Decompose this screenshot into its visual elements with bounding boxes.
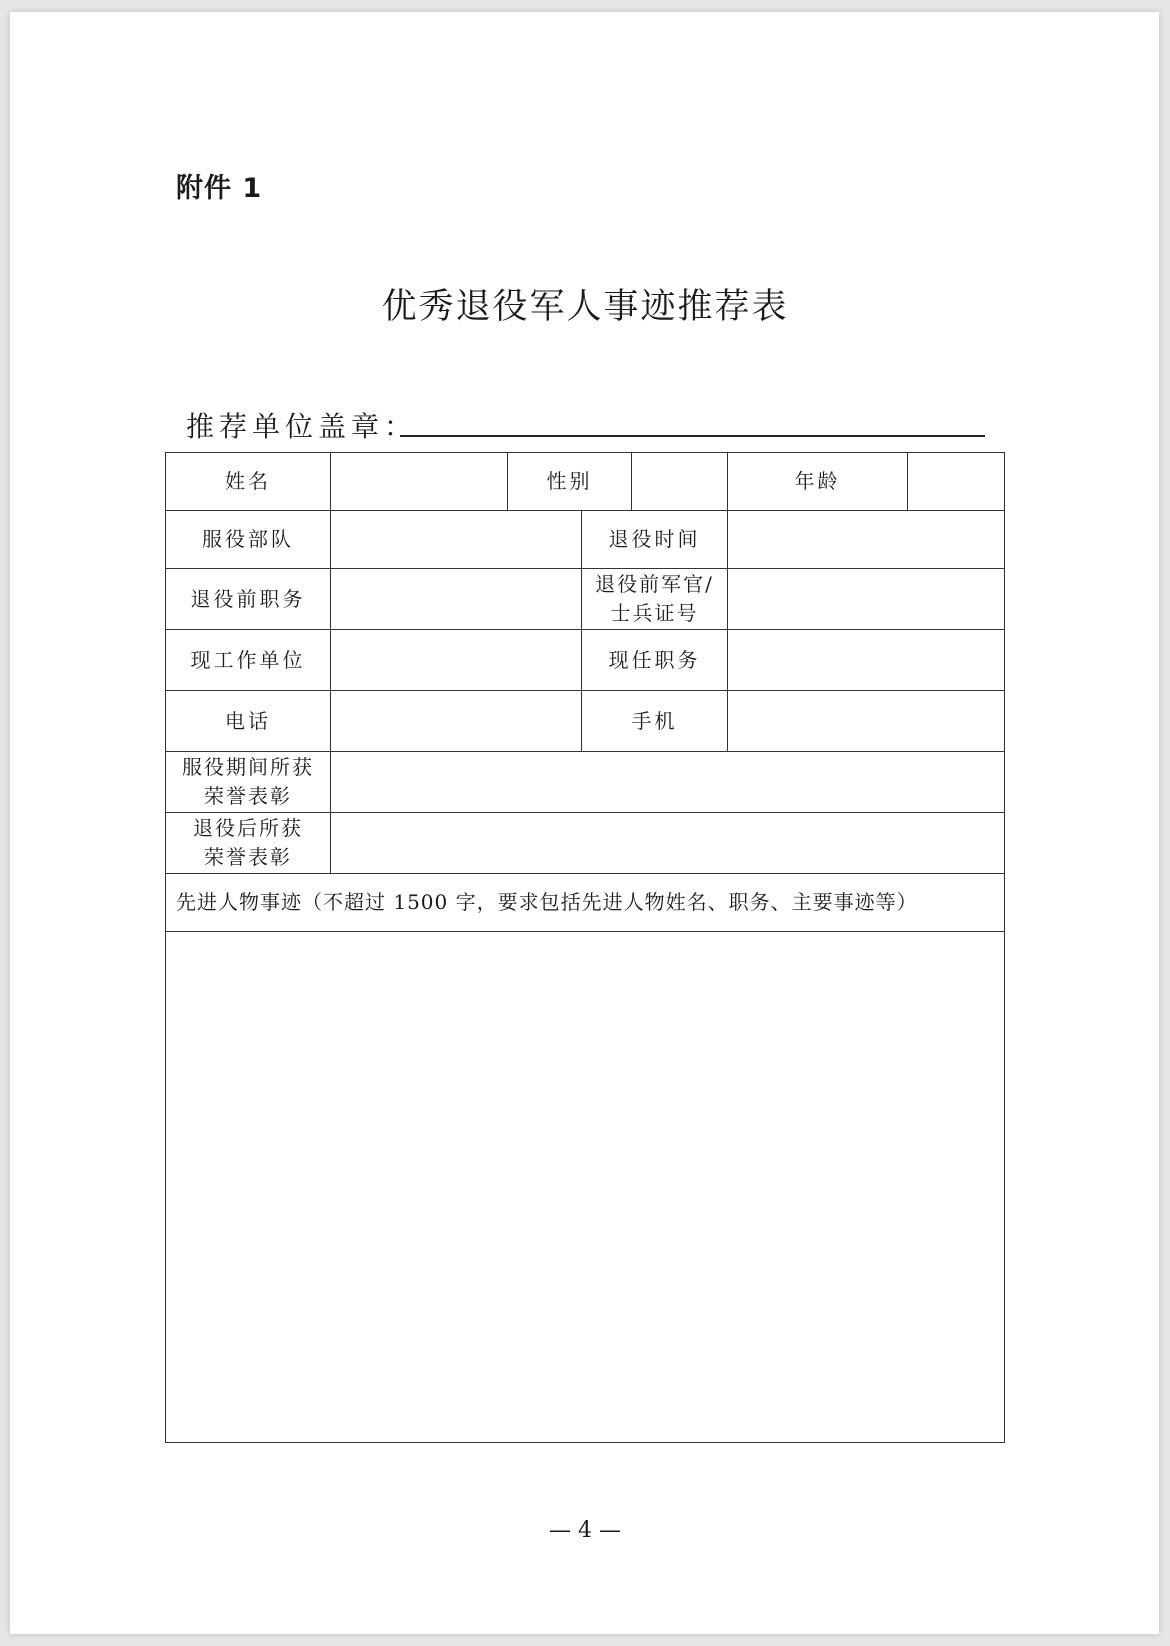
phone-field[interactable] bbox=[331, 691, 582, 752]
discharge-time-label: 退役时间 bbox=[582, 511, 728, 569]
work-unit-field[interactable] bbox=[331, 630, 582, 691]
officer-id-field[interactable] bbox=[728, 569, 1005, 630]
phone-label: 电话 bbox=[166, 691, 331, 752]
deeds-field[interactable] bbox=[166, 932, 1005, 1443]
current-position-field[interactable] bbox=[728, 630, 1005, 691]
officer-id-label-line2: 士兵证号 bbox=[610, 601, 699, 625]
service-unit-label: 服役部队 bbox=[166, 511, 331, 569]
mobile-label: 手机 bbox=[582, 691, 728, 752]
post-honors-label-line1: 退役后所获 bbox=[193, 816, 303, 840]
gender-field[interactable] bbox=[632, 453, 728, 511]
name-field[interactable] bbox=[331, 453, 508, 511]
page-number: — 4 — bbox=[549, 1518, 621, 1543]
stamp-label: 推荐单位盖章： bbox=[186, 410, 418, 443]
attachment-label: 附件 1 bbox=[176, 173, 263, 204]
gender-label: 性别 bbox=[508, 453, 632, 511]
post-honors-label-line2: 荣誉表彰 bbox=[204, 845, 292, 869]
form-title: 优秀退役军人事迹推荐表 bbox=[381, 287, 789, 327]
deeds-instruction: 先进人物事迹（不超过 1500 字，要求包括先进人物姓名、职务、主要事迹等） bbox=[166, 874, 1005, 932]
age-label: 年龄 bbox=[728, 453, 908, 511]
recommendation-form-table bbox=[165, 452, 1005, 1443]
officer-id-label-line1: 退役前军官/ bbox=[595, 572, 714, 596]
prev-position-label: 退役前职务 bbox=[166, 569, 331, 630]
prev-position-field[interactable] bbox=[331, 569, 582, 630]
service-unit-field[interactable] bbox=[331, 511, 582, 569]
stamp-signature-line[interactable] bbox=[400, 435, 985, 437]
current-position-label: 现任职务 bbox=[582, 630, 728, 691]
mobile-field[interactable] bbox=[728, 691, 1005, 752]
service-honors-field[interactable] bbox=[331, 752, 1005, 813]
post-honors-field[interactable] bbox=[331, 813, 1005, 874]
service-honors-label-line1: 服役期间所获 bbox=[182, 755, 314, 779]
post-honors-label bbox=[166, 813, 331, 874]
discharge-time-field[interactable] bbox=[728, 511, 1005, 569]
age-field[interactable] bbox=[908, 453, 1005, 511]
service-honors-label-line2: 荣誉表彰 bbox=[204, 784, 292, 808]
work-unit-label: 现工作单位 bbox=[166, 630, 331, 691]
service-honors-label bbox=[166, 752, 331, 813]
name-label: 姓名 bbox=[166, 453, 331, 511]
officer-id-label bbox=[582, 569, 728, 630]
